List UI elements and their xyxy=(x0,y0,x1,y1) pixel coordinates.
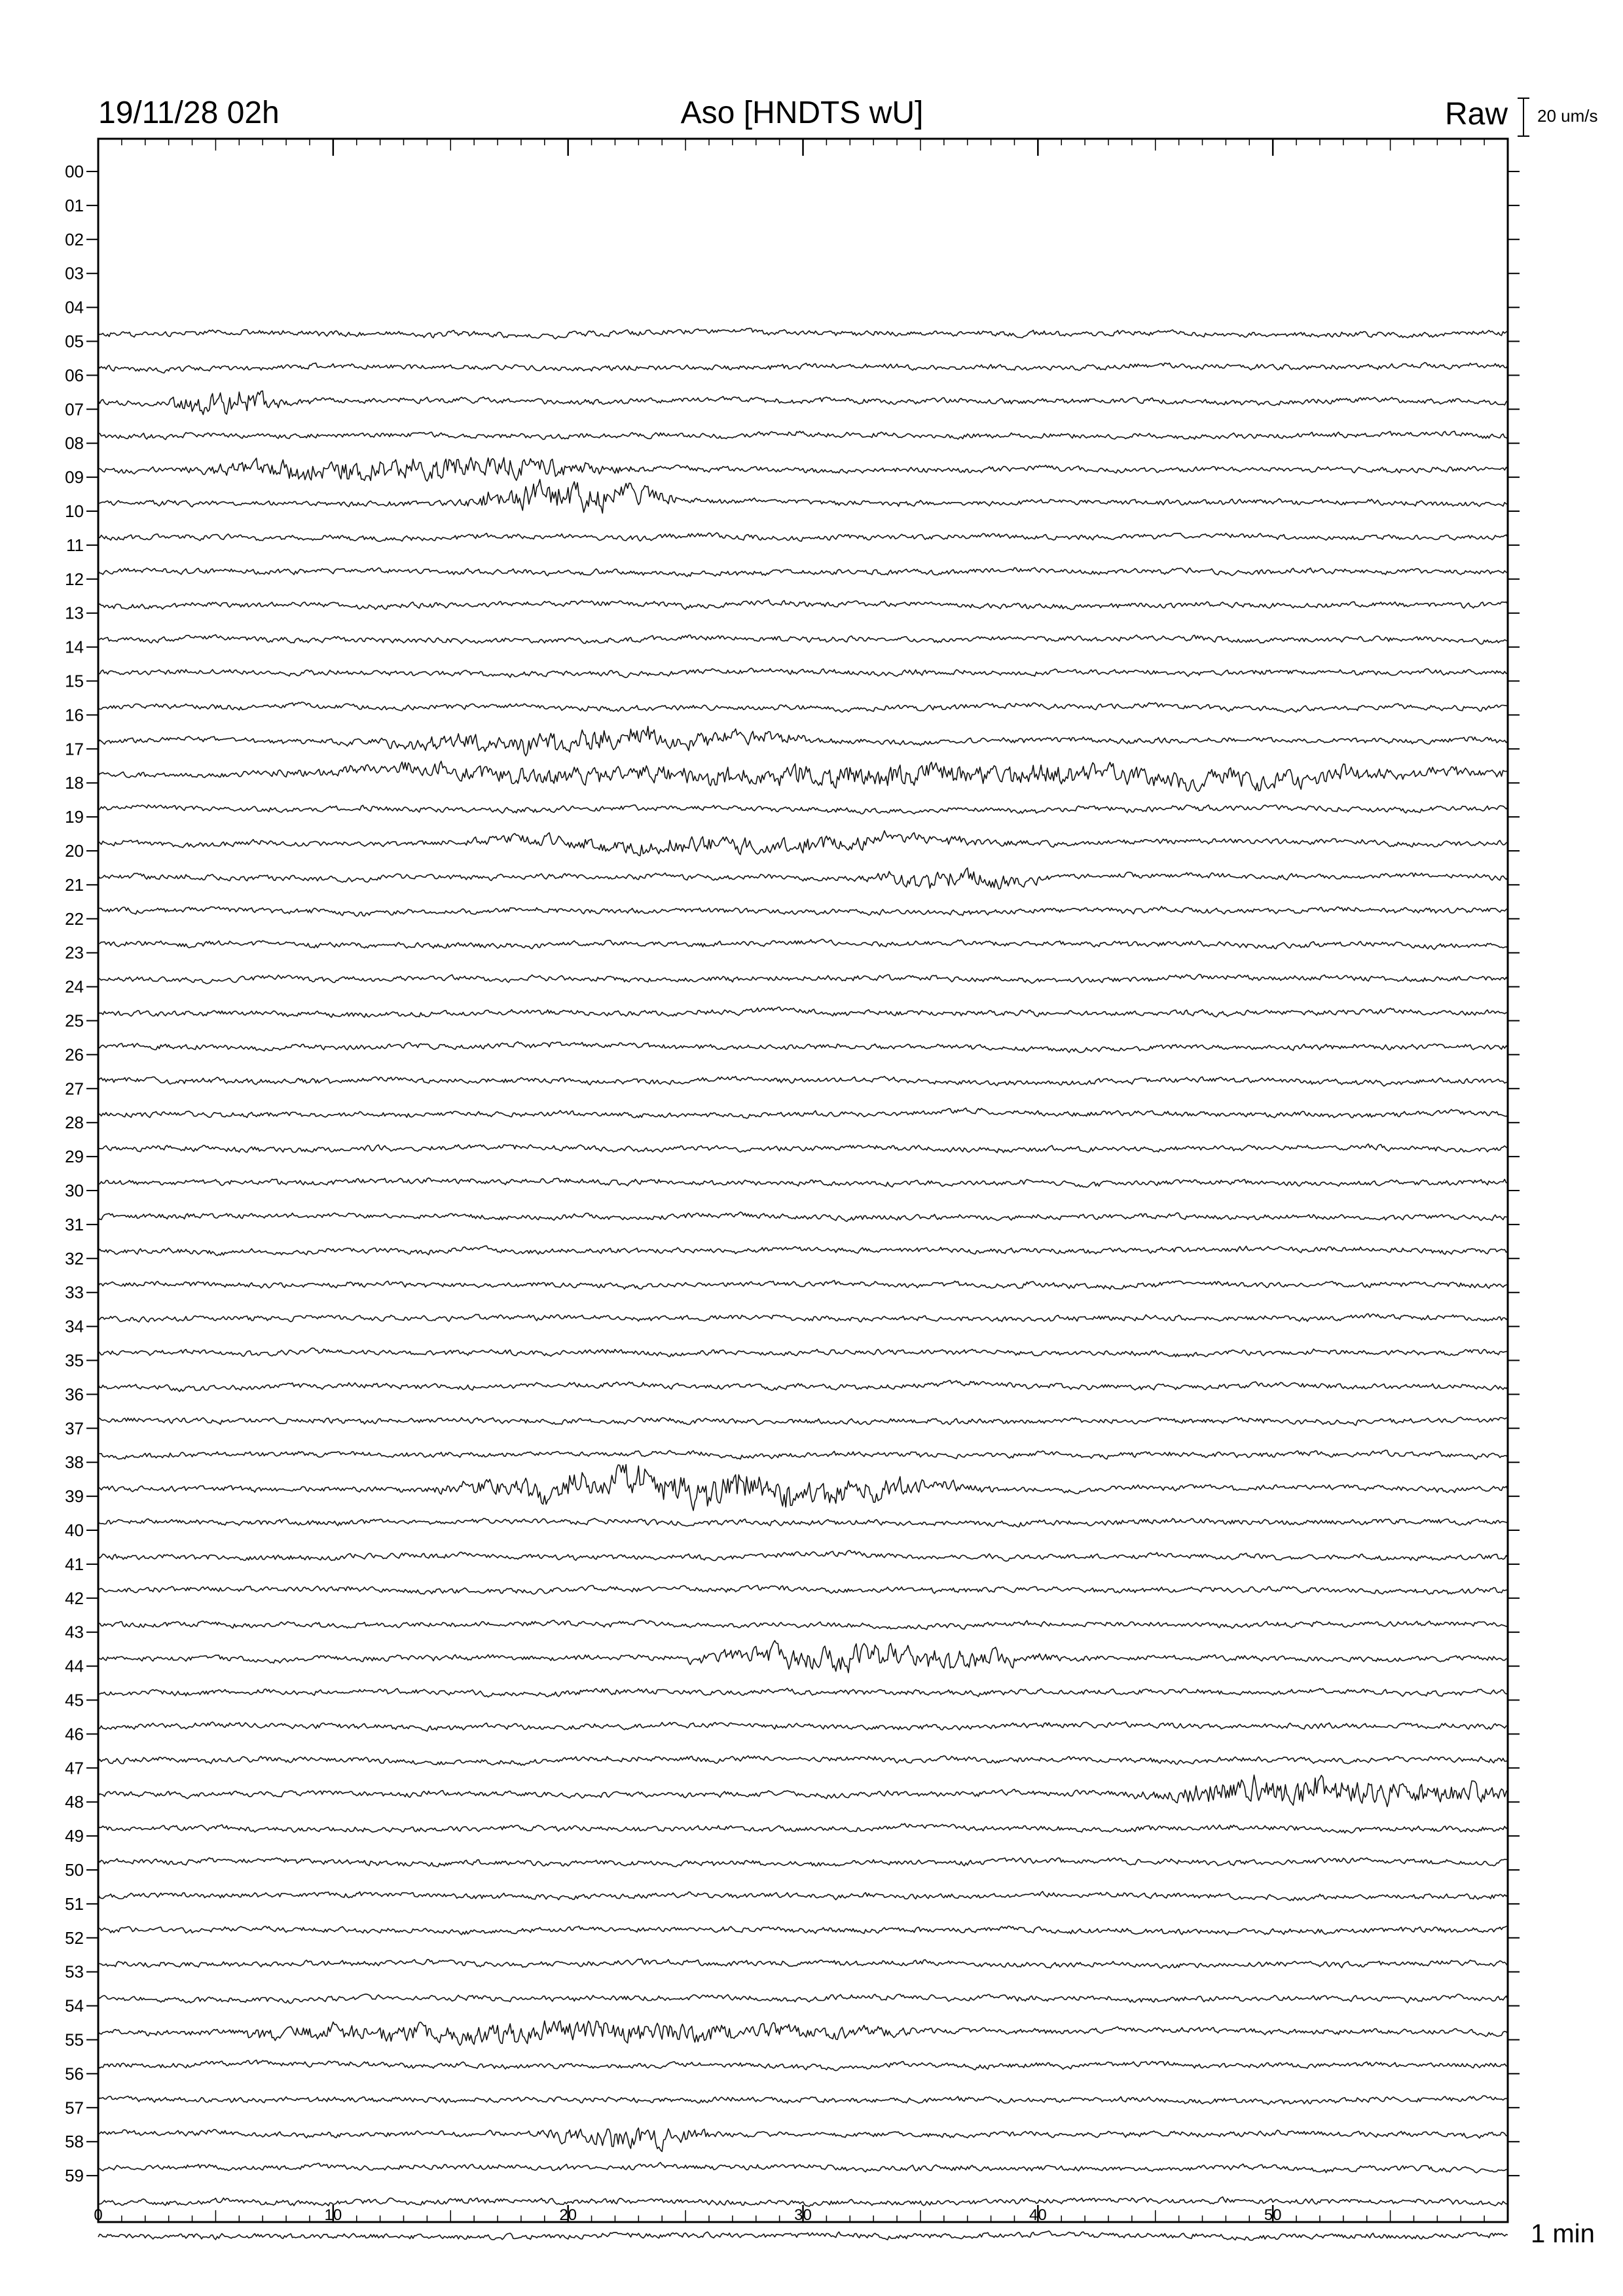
trace-row-58 xyxy=(98,2128,1508,2151)
ticks-group xyxy=(86,139,1520,2224)
row-label-12: 12 xyxy=(65,569,84,589)
trace-row-11 xyxy=(98,533,1508,541)
trace-row-20 xyxy=(98,831,1508,855)
trace-row-25 xyxy=(98,1007,1508,1018)
trace-row-08 xyxy=(98,431,1508,440)
row-label-48: 48 xyxy=(65,1792,84,1812)
trace-row-54 xyxy=(98,1994,1508,2003)
row-label-32: 32 xyxy=(65,1248,84,1268)
row-label-01: 01 xyxy=(65,195,84,215)
trace-row-10 xyxy=(98,480,1508,514)
trace-row-57 xyxy=(98,2096,1508,2104)
trace-row-56 xyxy=(98,2060,1508,2071)
trace-row-extra-61 xyxy=(98,2231,1508,2240)
trace-row-26 xyxy=(98,1042,1508,1053)
row-label-56: 56 xyxy=(65,2064,84,2084)
row-label-35: 35 xyxy=(65,1350,84,1371)
row-label-17: 17 xyxy=(65,739,84,759)
row-label-51: 51 xyxy=(65,1893,84,1914)
row-label-43: 43 xyxy=(65,1622,84,1642)
station-title: Aso [HNDTS wU] xyxy=(680,96,924,130)
row-label-55: 55 xyxy=(65,2030,84,2050)
trace-row-16 xyxy=(98,702,1508,713)
row-label-26: 26 xyxy=(65,1045,84,1065)
trace-row-42 xyxy=(98,1585,1508,1594)
row-label-00: 00 xyxy=(65,162,84,181)
trace-row-29 xyxy=(98,1144,1508,1153)
trace-row-24 xyxy=(98,975,1508,984)
x-tick-label-40: 40 xyxy=(1029,2206,1047,2224)
x-tick-label-0: 0 xyxy=(94,2206,103,2224)
trace-row-44 xyxy=(98,1641,1508,1673)
trace-row-45 xyxy=(98,1688,1508,1697)
row-label-40: 40 xyxy=(65,1520,84,1540)
row-label-27: 27 xyxy=(65,1079,84,1099)
row-label-11: 11 xyxy=(66,535,84,555)
row-label-41: 41 xyxy=(65,1554,84,1574)
row-label-21: 21 xyxy=(65,874,84,895)
trace-row-38 xyxy=(98,1450,1508,1460)
row-label-10: 10 xyxy=(65,501,84,521)
trace-row-28 xyxy=(98,1108,1508,1119)
x-tick-label-10: 10 xyxy=(324,2206,342,2224)
mode-label: Raw xyxy=(1444,97,1508,132)
trace-row-30 xyxy=(98,1178,1508,1187)
row-label-47: 47 xyxy=(65,1758,84,1778)
row-label-22: 22 xyxy=(65,908,84,929)
row-label-13: 13 xyxy=(65,603,84,623)
trace-row-09 xyxy=(98,457,1508,481)
row-label-57: 57 xyxy=(65,2098,84,2118)
x-tick-label-30: 30 xyxy=(794,2206,812,2224)
trace-row-extra-60 xyxy=(98,2197,1508,2207)
trace-row-47 xyxy=(98,1756,1508,1766)
trace-row-14 xyxy=(98,635,1508,645)
trace-row-31 xyxy=(98,1212,1508,1221)
row-label-44: 44 xyxy=(65,1656,84,1676)
row-label-37: 37 xyxy=(65,1418,84,1439)
trace-row-39 xyxy=(98,1465,1508,1511)
row-label-38: 38 xyxy=(65,1452,84,1473)
row-label-24: 24 xyxy=(65,977,84,997)
row-label-03: 03 xyxy=(65,263,84,283)
trace-row-50 xyxy=(98,1857,1508,1867)
trace-row-51 xyxy=(98,1892,1508,1901)
trace-row-41 xyxy=(98,1551,1508,1561)
trace-row-49 xyxy=(98,1823,1508,1833)
trace-row-13 xyxy=(98,600,1508,609)
row-label-31: 31 xyxy=(65,1214,84,1234)
trace-row-18 xyxy=(98,761,1508,791)
row-label-25: 25 xyxy=(65,1011,84,1031)
span-label: 1 min xyxy=(1531,2219,1595,2248)
row-label-29: 29 xyxy=(65,1147,84,1167)
datetime-label: 19/11/28 02h xyxy=(98,96,280,130)
trace-row-46 xyxy=(98,1722,1508,1732)
row-label-36: 36 xyxy=(65,1384,84,1405)
plot-frame xyxy=(98,139,1508,2222)
row-label-14: 14 xyxy=(65,637,84,657)
row-label-42: 42 xyxy=(65,1588,84,1608)
row-label-33: 33 xyxy=(65,1282,84,1302)
trace-row-22 xyxy=(98,906,1508,916)
row-label-07: 07 xyxy=(65,399,84,420)
row-label-50: 50 xyxy=(65,1860,84,1880)
trace-row-17 xyxy=(98,726,1508,756)
row-label-19: 19 xyxy=(65,807,84,827)
row-label-46: 46 xyxy=(65,1724,84,1744)
trace-row-32 xyxy=(98,1246,1508,1256)
trace-row-27 xyxy=(98,1076,1508,1086)
row-label-04: 04 xyxy=(65,297,84,317)
row-label-20: 20 xyxy=(65,841,84,861)
trace-row-35 xyxy=(98,1348,1508,1357)
row-label-18: 18 xyxy=(65,773,84,793)
row-label-02: 02 xyxy=(65,229,84,249)
row-label-53: 53 xyxy=(65,1962,84,1982)
trace-row-43 xyxy=(98,1620,1508,1629)
row-label-59: 59 xyxy=(65,2166,84,2186)
trace-row-59 xyxy=(98,2162,1508,2173)
row-label-28: 28 xyxy=(65,1113,84,1133)
trace-row-52 xyxy=(98,1926,1508,1935)
trace-row-06 xyxy=(98,363,1508,373)
row-label-58: 58 xyxy=(65,2132,84,2152)
trace-row-23 xyxy=(98,939,1508,949)
row-label-15: 15 xyxy=(65,671,84,691)
row-label-34: 34 xyxy=(65,1316,84,1336)
row-label-09: 09 xyxy=(65,467,84,488)
x-tick-label-50: 50 xyxy=(1264,2206,1282,2224)
row-label-06: 06 xyxy=(65,365,84,386)
trace-row-33 xyxy=(98,1280,1508,1289)
trace-row-53 xyxy=(98,1959,1508,1968)
row-label-30: 30 xyxy=(65,1181,84,1200)
row-label-23: 23 xyxy=(65,942,84,963)
trace-row-15 xyxy=(98,668,1508,678)
row-label-54: 54 xyxy=(65,1996,84,2016)
trace-row-07 xyxy=(98,391,1508,414)
trace-row-36 xyxy=(98,1380,1508,1391)
trace-row-34 xyxy=(98,1314,1508,1322)
x-tick-label-20: 20 xyxy=(559,2206,577,2224)
scale-bar xyxy=(1518,98,1529,136)
trace-row-55 xyxy=(98,2021,1508,2045)
row-label-52: 52 xyxy=(65,1928,84,1948)
row-label-49: 49 xyxy=(65,1826,84,1846)
row-label-08: 08 xyxy=(65,433,84,454)
row-label-45: 45 xyxy=(65,1690,84,1710)
trace-row-12 xyxy=(98,567,1508,577)
row-label-39: 39 xyxy=(65,1486,84,1507)
row-label-05: 05 xyxy=(65,331,84,351)
trace-row-40 xyxy=(98,1518,1508,1527)
row-labels-group xyxy=(65,162,84,2185)
trace-row-21 xyxy=(98,868,1508,889)
trace-row-48 xyxy=(98,1775,1508,1806)
row-label-16: 16 xyxy=(65,705,84,725)
scale-label: 20 um/s xyxy=(1537,106,1598,126)
traces-group xyxy=(98,328,1508,2240)
trace-row-37 xyxy=(98,1417,1508,1426)
trace-row-05 xyxy=(98,328,1508,338)
trace-row-19 xyxy=(98,805,1508,814)
